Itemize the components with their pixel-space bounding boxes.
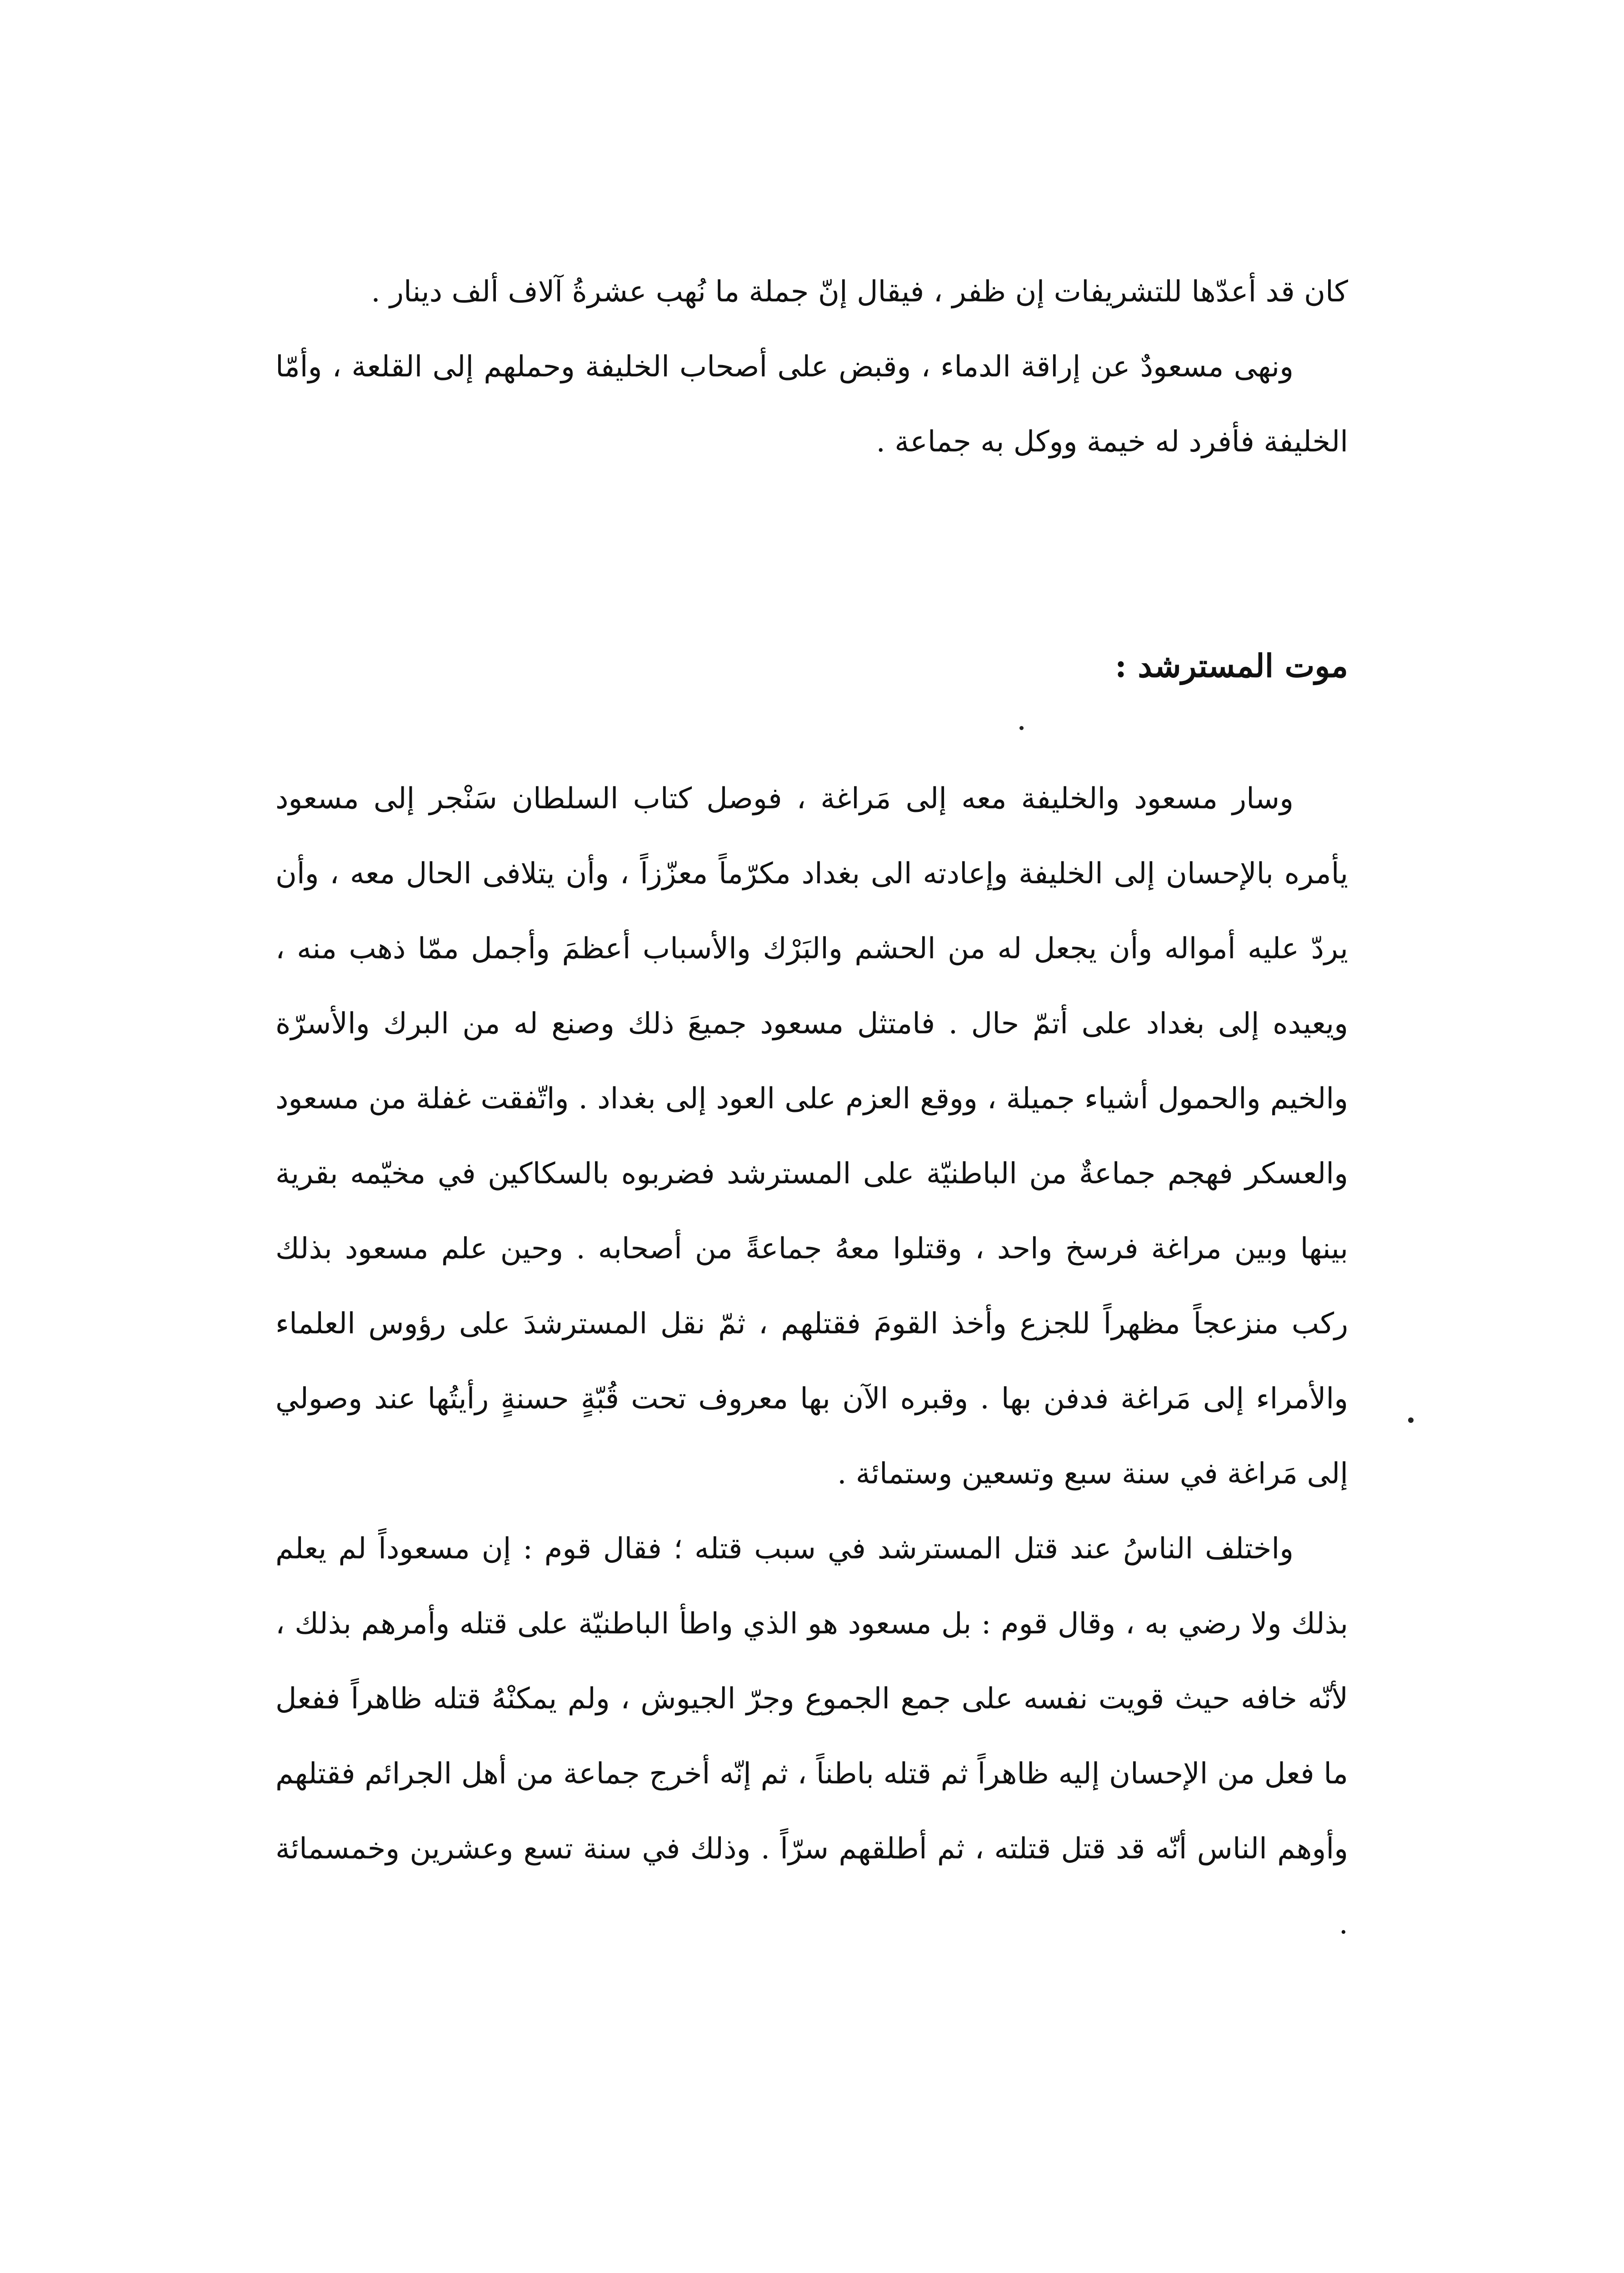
top-text-block <box>275 255 1348 480</box>
main-text-block <box>275 761 1348 1962</box>
ink-speck <box>1408 1417 1414 1423</box>
paragraph: واختلف الناسُ عند قتل المسترشد في سبب قتله ؛ فقال قوم : إن مسعوداً لم يعلم بذلك ولا رضي به ، وقال قوم : بل مسعود هو الذي واطأ الباطنيّة على قتله وأمرهم بذلك ، لأنّه خافه حيث قويت نفسه على جمع الجموع وجرّ الجيوش ، ولم يمكنْهُ قتله ظاهراً ففعل ما فعل من الإحسان إليه ظاهراً ثم قتله باطناً ، ثم إنّه أخرج جماعة من أهل الجرائم فقتلهم وأوهم الناس أنّه قد قتل قتلته ، ثم أطلقهم سرّاً . وذلك في سنة تسع وعشرين وخمسمائة . <box>275 1532 1349 1941</box>
paragraph: ونهى مسعودٌ عن إراقة الدماء ، وقبض على أصحاب الخليفة وحملهم إلى القلعة ، وأمّا الخليفة فأفرد له خيمة ووكل به جماعة . <box>275 350 1348 459</box>
paragraph: وسار مسعود والخليفة معه إلى مَراغة ، فوصل كتاب السلطان سَنْجر إلى مسعود يأمره بالإحسان إلى الخليفة وإعادته الى بغداد مكرّماً معزّزاً ، وأن يتلافى الحال معه ، وأن يردّ عليه أمواله وأن يجعل له من الحشم والبَرْك والأسباب أعظمَ وأجمل ممّا ذهب منه ، ويعيده إلى بغداد على أتمّ حال . فامتثل مسعود جميعَ ذلك وصنع له من البرك والأسرّة والخيم والحمول أشياء جميلة ، ووقع العزم على العود إلى بغداد . واتّفقت غفلة من مسعود والعسكر فهجم جماعةٌ من الباطنيّة على المسترشد فضربوه بالسكاكين في مخيّمه بقرية بينها وبين مراغة فرسخ واحد ، وقتلوا معهُ جماعةً من أصحابه . وحين علم مسعود بذلك ركب منزعجاً مظهراً للجزع وأخذ القومَ فقتلهم ، ثمّ نقل المسترشدَ على رؤوس العلماء والأمراء إلى مَراغة فدفن بها . وقبره الآن بها معروف تحت قُبّةٍ حسنةٍ رأيتُها عند وصولي إلى مَراغة في سنة سبع وتسعين وستمائة . <box>275 782 1349 1491</box>
paragraph: كان قد أعدّها للتشريفات إن ظفر ، فيقال إنّ جملة ما نُهب عشرةُ آلاف ألف دينار . <box>371 275 1348 309</box>
section-heading: موت المسترشد : <box>1115 647 1348 685</box>
ink-speck <box>1019 726 1024 730</box>
